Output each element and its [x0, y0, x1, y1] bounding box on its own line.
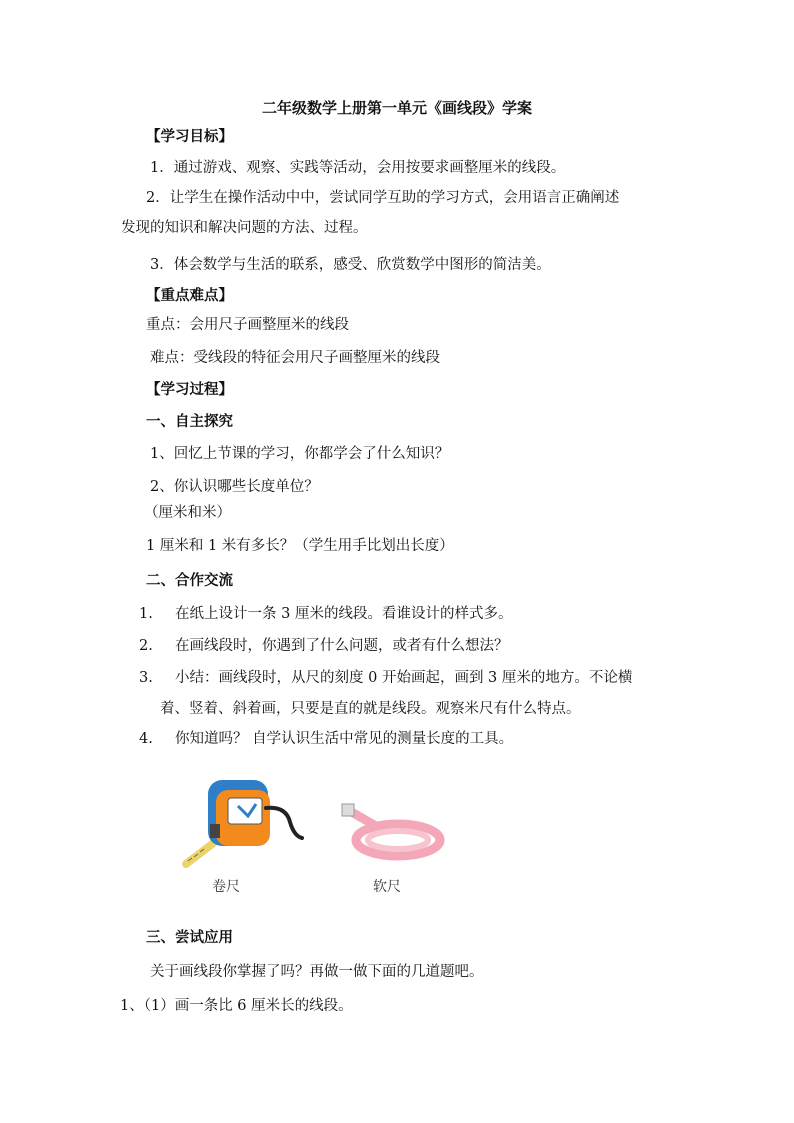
list-item-number: 1.: [139, 606, 153, 622]
process-heading: 【学习过程】: [146, 381, 233, 398]
page-title: 二年级数学上册第一单元《画线段》学案: [261, 99, 532, 117]
section-3-intro: 关于画线段你掌握了吗？再做一做下面的几道题吧。: [150, 964, 484, 980]
section-2-heading: 二、合作交流: [146, 572, 233, 589]
soft-ruler-icon: [338, 798, 448, 868]
key-heading: 【重点难点】: [146, 287, 233, 304]
key-point: 重点：会用尺子画整厘米的线段: [146, 317, 349, 333]
tape-measure-icon: [168, 768, 318, 878]
goal-1: 1．通过游戏、观察、实践等活动，会用按要求画整厘米的线段。: [150, 160, 566, 176]
section-1-question-1: 1、回忆上节课的学习，你都学会了什么知识？: [150, 446, 450, 462]
section-1-heading: 一、自主探究: [146, 413, 233, 430]
list-item-number: 3.: [139, 670, 153, 686]
section-3-question-1: 1、（1）画一条比 6 厘米长的线段。: [120, 998, 353, 1014]
list-item: 你知道吗？ 自学认识生活中常见的测量长度的工具。: [175, 731, 514, 747]
section-1-question-2: 2、你认识哪些长度单位？: [150, 479, 319, 495]
list-item-continuation: 着、竖着、斜着画，只要是直的就是线段。观察米尺有什么特点。: [160, 701, 581, 717]
list-item: 小结：画线段时，从尺的刻度 0 开始画起，画到 3 厘米的地方。不论横: [175, 670, 633, 686]
list-item-number: 4.: [139, 731, 153, 747]
difficult-point: 难点：受线段的特征会用尺子画整厘米的线段: [150, 350, 440, 366]
goal-3: 3．体会数学与生活的联系，感受、欣赏数学中图形的简洁美。: [150, 257, 551, 273]
soft-ruler-caption: 软尺: [373, 879, 401, 895]
list-item-number: 2.: [139, 638, 153, 654]
measuring-tools-figure: [168, 768, 448, 903]
section-3-heading: 三、尝试应用: [146, 929, 233, 946]
section-1-question-3: 1 厘米和 1 米有多长？（学生用手比划出长度）: [146, 538, 454, 554]
goals-heading: 【学习目标】: [146, 128, 233, 145]
list-item: 在纸上设计一条 3 厘米的线段。看谁设计的样式多。: [175, 606, 513, 622]
goal-2-line-1: 2．让学生在操作活动中中，尝试同学互助的学习方式，会用语言正确阐述: [146, 190, 620, 206]
list-item: 在画线段时，你遇到了什么问题，或者有什么想法？: [175, 638, 509, 654]
goal-2-line-2: 发现的知识和解决问题的方法、过程。: [121, 220, 368, 236]
section-1-answer: （厘米和米）: [144, 505, 231, 521]
tape-measure-caption: 卷尺: [212, 879, 240, 895]
